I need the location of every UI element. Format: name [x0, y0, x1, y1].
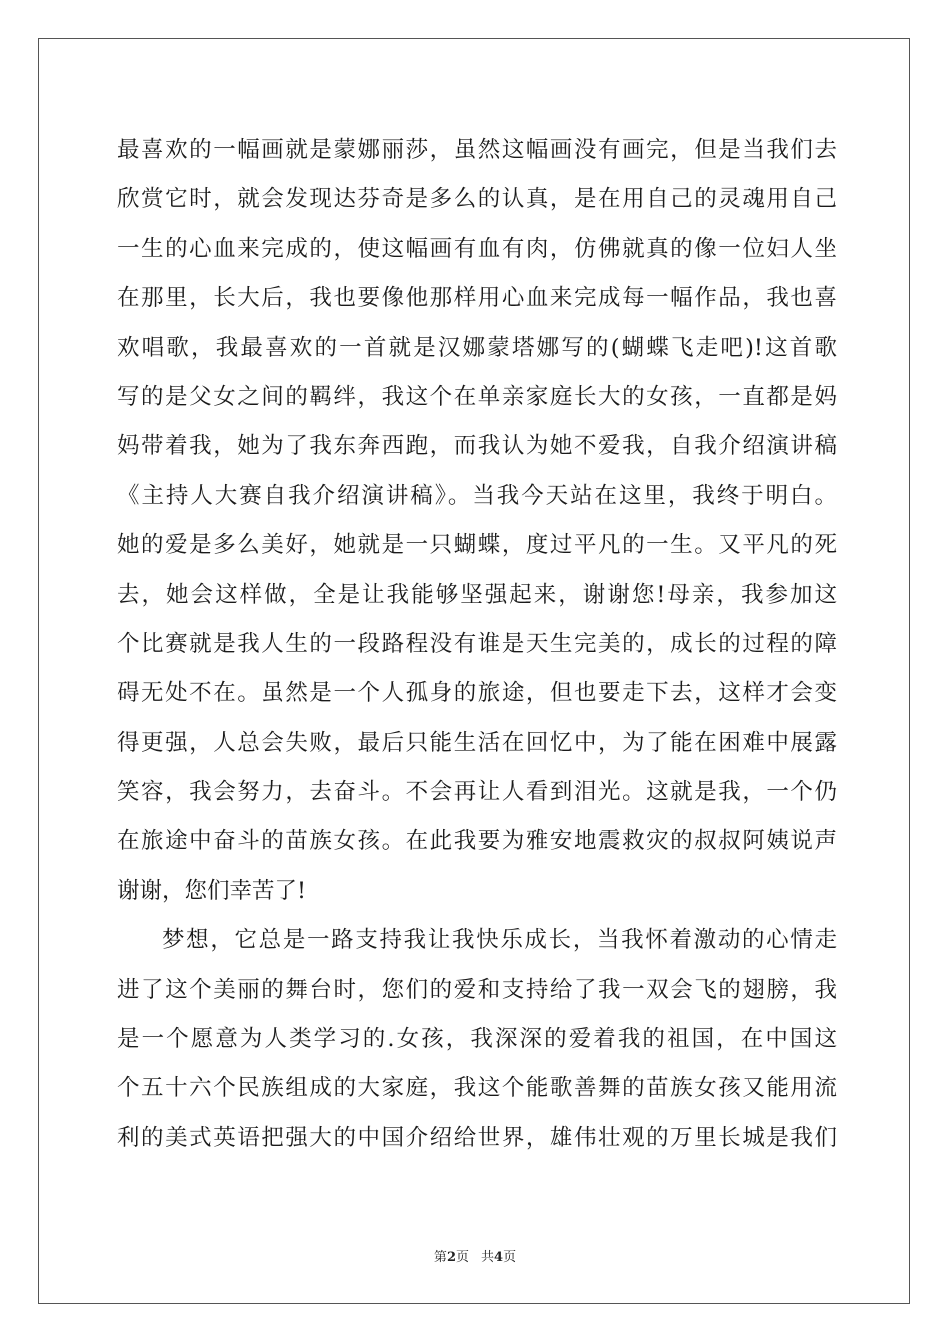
text-line: 是一个愿意为人类学习的.女孩，我深深的爱着我的祖国，在中国这	[117, 1026, 837, 1053]
text-line: 进了这个美丽的舞台时，您们的爱和支持给了我一双会飞的翅膀，我	[117, 976, 837, 1003]
text-line: 一生的心血来完成的，使这幅画有血有肉，仿佛就真的像一位妇人坐	[117, 235, 837, 262]
page-suffix: 页	[455, 1250, 469, 1265]
page-number: 2	[446, 1250, 456, 1265]
text-line: 最喜欢的一幅画就是蒙娜丽莎，虽然这幅画没有画完，但是当我们去	[117, 137, 837, 163]
text-line: 个比赛就是我人生的一段路程没有谁是天生完美的，成长的过程的障	[117, 630, 837, 657]
text-line: 笑容，我会努力，去奋斗。不会再让人看到泪光。这就是我，一个仍	[117, 779, 837, 806]
text-line: 在那里，长大后，我也要像他那样用心血来完成每一幅作品，我也喜	[117, 285, 837, 312]
page-footer	[0, 1246, 950, 1265]
text-line: 梦想，它总是一路支持我让我快乐成长，当我怀着激动的心情走	[162, 927, 837, 954]
text-line: 欣赏它时，就会发现达芬奇是多么的认真，是在用自己的灵魂用自己	[117, 186, 837, 213]
text-line: 去，她会这样做，全是让我能够坚强起来，谢谢您!母亲，我参加这	[117, 581, 837, 608]
document-body	[117, 126, 837, 1163]
paragraph	[117, 126, 837, 916]
paragraph	[117, 916, 837, 1163]
text-line: 得更强，人总会失败，最后只能生活在回忆中，为了能在困难中展露	[117, 729, 837, 756]
text-line: 利的美式英语把强大的中国介绍给世界，雄伟壮观的万里长城是我们	[117, 1124, 837, 1151]
text-line: 《主持人大赛自我介绍演讲稿》。当我今天站在这里，我终于明白。	[117, 482, 837, 509]
text-line: 谢谢，您们幸苦了!	[117, 877, 307, 904]
text-line: 妈带着我，她为了我东奔西跑，而我认为她不爱我，自我介绍演讲稿	[117, 433, 837, 460]
text-line: 个五十六个民族组成的大家庭，我这个能歌善舞的苗族女孩又能用流	[117, 1075, 837, 1102]
page-prefix: 第	[433, 1250, 447, 1265]
text-line: 写的是父女之间的羁绊，我这个在单亲家庭长大的女孩，一直都是妈	[117, 383, 837, 410]
text-line: 碍无处不在。虽然是一个人孤身的旅途，但也要走下去，这样才会变	[117, 680, 837, 707]
text-line: 欢唱歌，我最喜欢的一首就是汉娜蒙塔娜写的(蝴蝶飞走吧)!这首歌	[117, 334, 837, 361]
text-line: 在旅途中奋斗的苗族女孩。在此我要为雅安地震救灾的叔叔阿姨说声	[117, 828, 837, 855]
total-pages: 4	[494, 1250, 504, 1265]
text-line: 她的爱是多么美好，她就是一只蝴蝶，度过平凡的一生。又平凡的死	[117, 532, 837, 559]
total-prefix: 共	[481, 1250, 495, 1265]
total-suffix: 页	[503, 1250, 517, 1265]
